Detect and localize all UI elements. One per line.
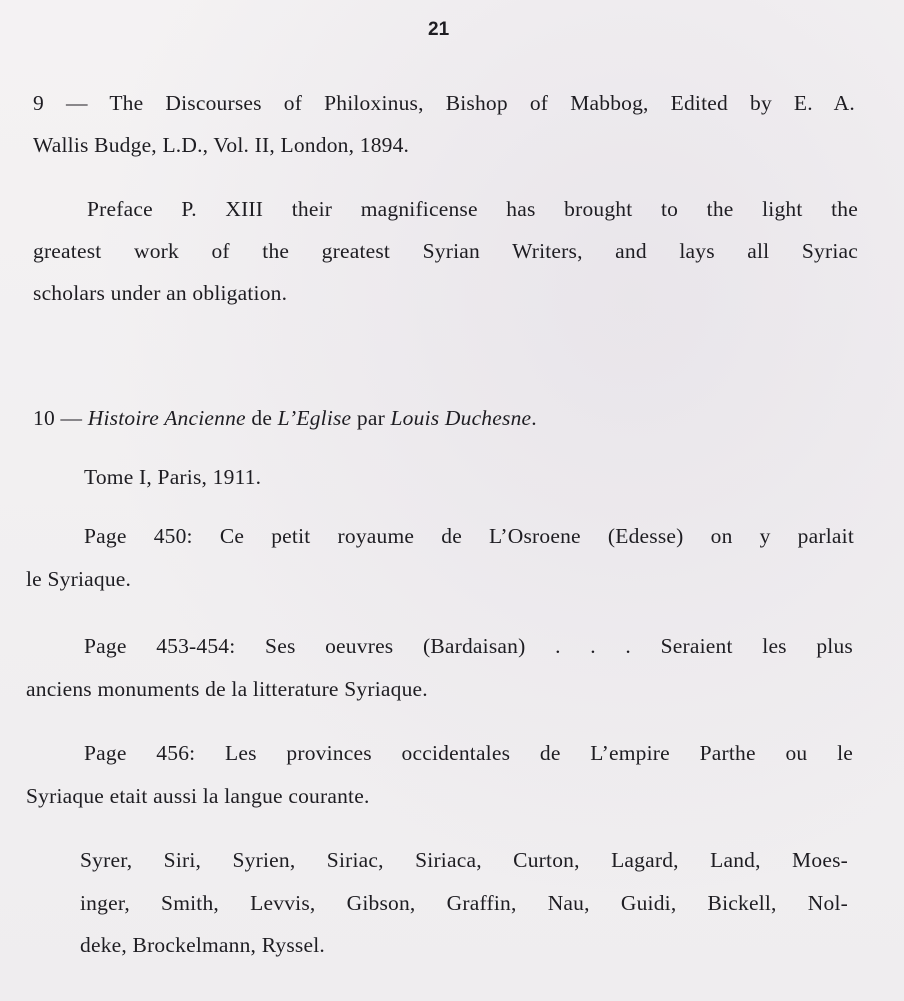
entry-9-citation-line-1: 9 — The Discourses of Philoxinus, Bishop of Mabbog, Edited by E. A. (33, 91, 855, 115)
entry-10-by: par (351, 406, 391, 430)
page-456-line-2: Syriaque etait aussi la langue courante. (26, 784, 370, 808)
entry-9-citation-line-2: Wallis Budge, L.D., Vol. II, London, 1894. (33, 133, 410, 157)
entry-10-work: L’Eglise (277, 406, 352, 430)
entry-10-tome-line: Tome I, Paris, 1911. (84, 465, 262, 489)
entry-10-end: . (531, 406, 537, 430)
page-453-line-2: anciens monuments de la litterature Syriaque. (26, 677, 428, 701)
entry-10-title: Histoire Ancienne (87, 406, 246, 430)
entry-10-connector: de (245, 406, 278, 430)
entry-10-number: 10 — (33, 406, 88, 430)
entry-9-preface-line-1: Preface P. XIII their magnificense has brought to the light the (87, 197, 858, 221)
entry-10-heading (33, 405, 537, 431)
page-456-line-1: Page 456: Les provinces occidentales de L’empire Parthe ou le (84, 741, 853, 765)
page-450-line-1: Page 450: Ce petit royaume de L’Osroene (Edesse) on y parlait (84, 524, 854, 548)
page-453-line-1: Page 453-454: Ses oeuvres (Bardaisan) . . . Seraient les plus (84, 634, 853, 658)
page-number: 21 (428, 19, 450, 40)
names-line-2: inger, Smith, Levvis, Gibson, Graffin, Nau, Guidi, Bickell, Nol- (80, 891, 848, 915)
names-line-1: Syrer, Siri, Syrien, Siriac, Siriaca, Curton, Lagard, Land, Moes- (80, 848, 848, 872)
entry-9-preface-line-2: greatest work of the greatest Syrian Writers, and lays all Syriac (33, 239, 858, 263)
page-450-line-2: le Syriaque. (26, 567, 132, 591)
entry-10-author: Louis Duchesne (390, 406, 532, 430)
names-line-3: deke, Brockelmann, Ryssel. (80, 933, 325, 957)
entry-9-preface-line-3: scholars under an obligation. (33, 281, 288, 305)
